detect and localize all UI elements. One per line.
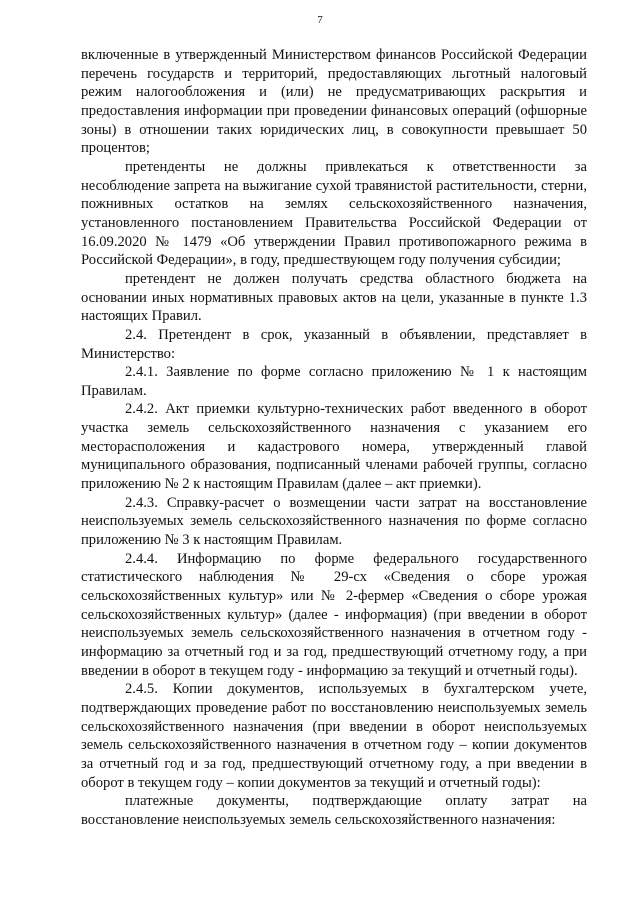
paragraph-clause-2-4-5: 2.4.5. Копии документов, используемых в бухгалтерском учете, подтверждающих проведение работ по восстановлению неиспользуемых земель сельскохозяйственного назначения (при введении в оборот неиспользуемых земель сельскохозяйственного назначения в отчетном году – копии документов за отчетный год и за год, предшествующий отчетному году, а при введении в оборот в текущем году – копии документов за текущий и отчетный годы): [81, 681, 587, 791]
paragraph-clause-2-4-1: 2.4.1. Заявление по форме согласно приложению № 1 к настоящим Правилам. [81, 364, 587, 399]
paragraph-clause-2-4-3: 2.4.3. Справку-расчет о возмещении части затрат на восстановление неиспользуемых земель сельскохозяйственного назначения по форме согласно приложению № 3 к настоящим Правилам. [81, 494, 587, 549]
paragraph-clause-2-4: 2.4. Претендент в срок, указанный в объявлении, представляет в Министерство: [81, 326, 587, 362]
paragraph-clause-2-4-4: 2.4.4. Информацию по форме федерального государственного статистического наблюдения № 29-сх «Сведения о сборе урожая сельскохозяйственных культур» или № 2-фермер «Сведения о сборе урожая сельскохозяйственных культур» (далее - информация) (при введении в оборот неиспользуемых земель сельскохозяйственного назначения в отчетном году - информацию за отчетный год и за год, предшествующий отчетному году, а при введении в оборот в текущем году - информацию за текущий и отчетный годы). [81, 550, 587, 679]
paragraph-payment-docs: платежные документы, подтверждающие оплату затрат на восстановление неиспользуемых земель сельскохозяйственного назначения: [81, 793, 587, 828]
paragraph-clause-2-4-2: 2.4.2. Акт приемки культурно-технических работ введенного в оборот участка земель сельскохозяйственного назначения с указанием его месторасположения и кадастрового номера, утвержденный главой муниципального образования, подписанный членами рабочей группы, согласно приложению № 2 к настоящим Правилам (далее – акт приемки). [81, 401, 587, 493]
paragraph-regional-budget: претендент не должен получать средства областного бюджета на основании иных нормативных правовых актов на цели, указанные в пункте 1.3 настоящих Правил. [81, 270, 587, 325]
paragraph-fire-safety: претенденты не должны привлекаться к ответственности за несоблюдение запрета на выжигание сухой травянистой растительности, стерни, пожнивных остатков на землях сельскохозяйственного назначения, установленного постановлением Правительства Российской Федерации от 16.09.2020 № 1479 «Об утверждении Правил противопожарного режима в Российской Федерации», в году, предшествующем году получения субсидии; [81, 158, 587, 269]
paragraph-continuation: включенные в утвержденный Министерством финансов Российской Федерации перечень государств и территорий, предоставляющих льготный налоговый режим налогообложения и (или) не предусматривающих раскрытия и предоставления информации при проведении финансовых операций (офшорные зоны) в отношении таких юридических лиц, в совокупности превышает 50 процентов; [81, 47, 587, 157]
document-body [81, 46, 587, 830]
page-number: 7 [317, 14, 323, 26]
